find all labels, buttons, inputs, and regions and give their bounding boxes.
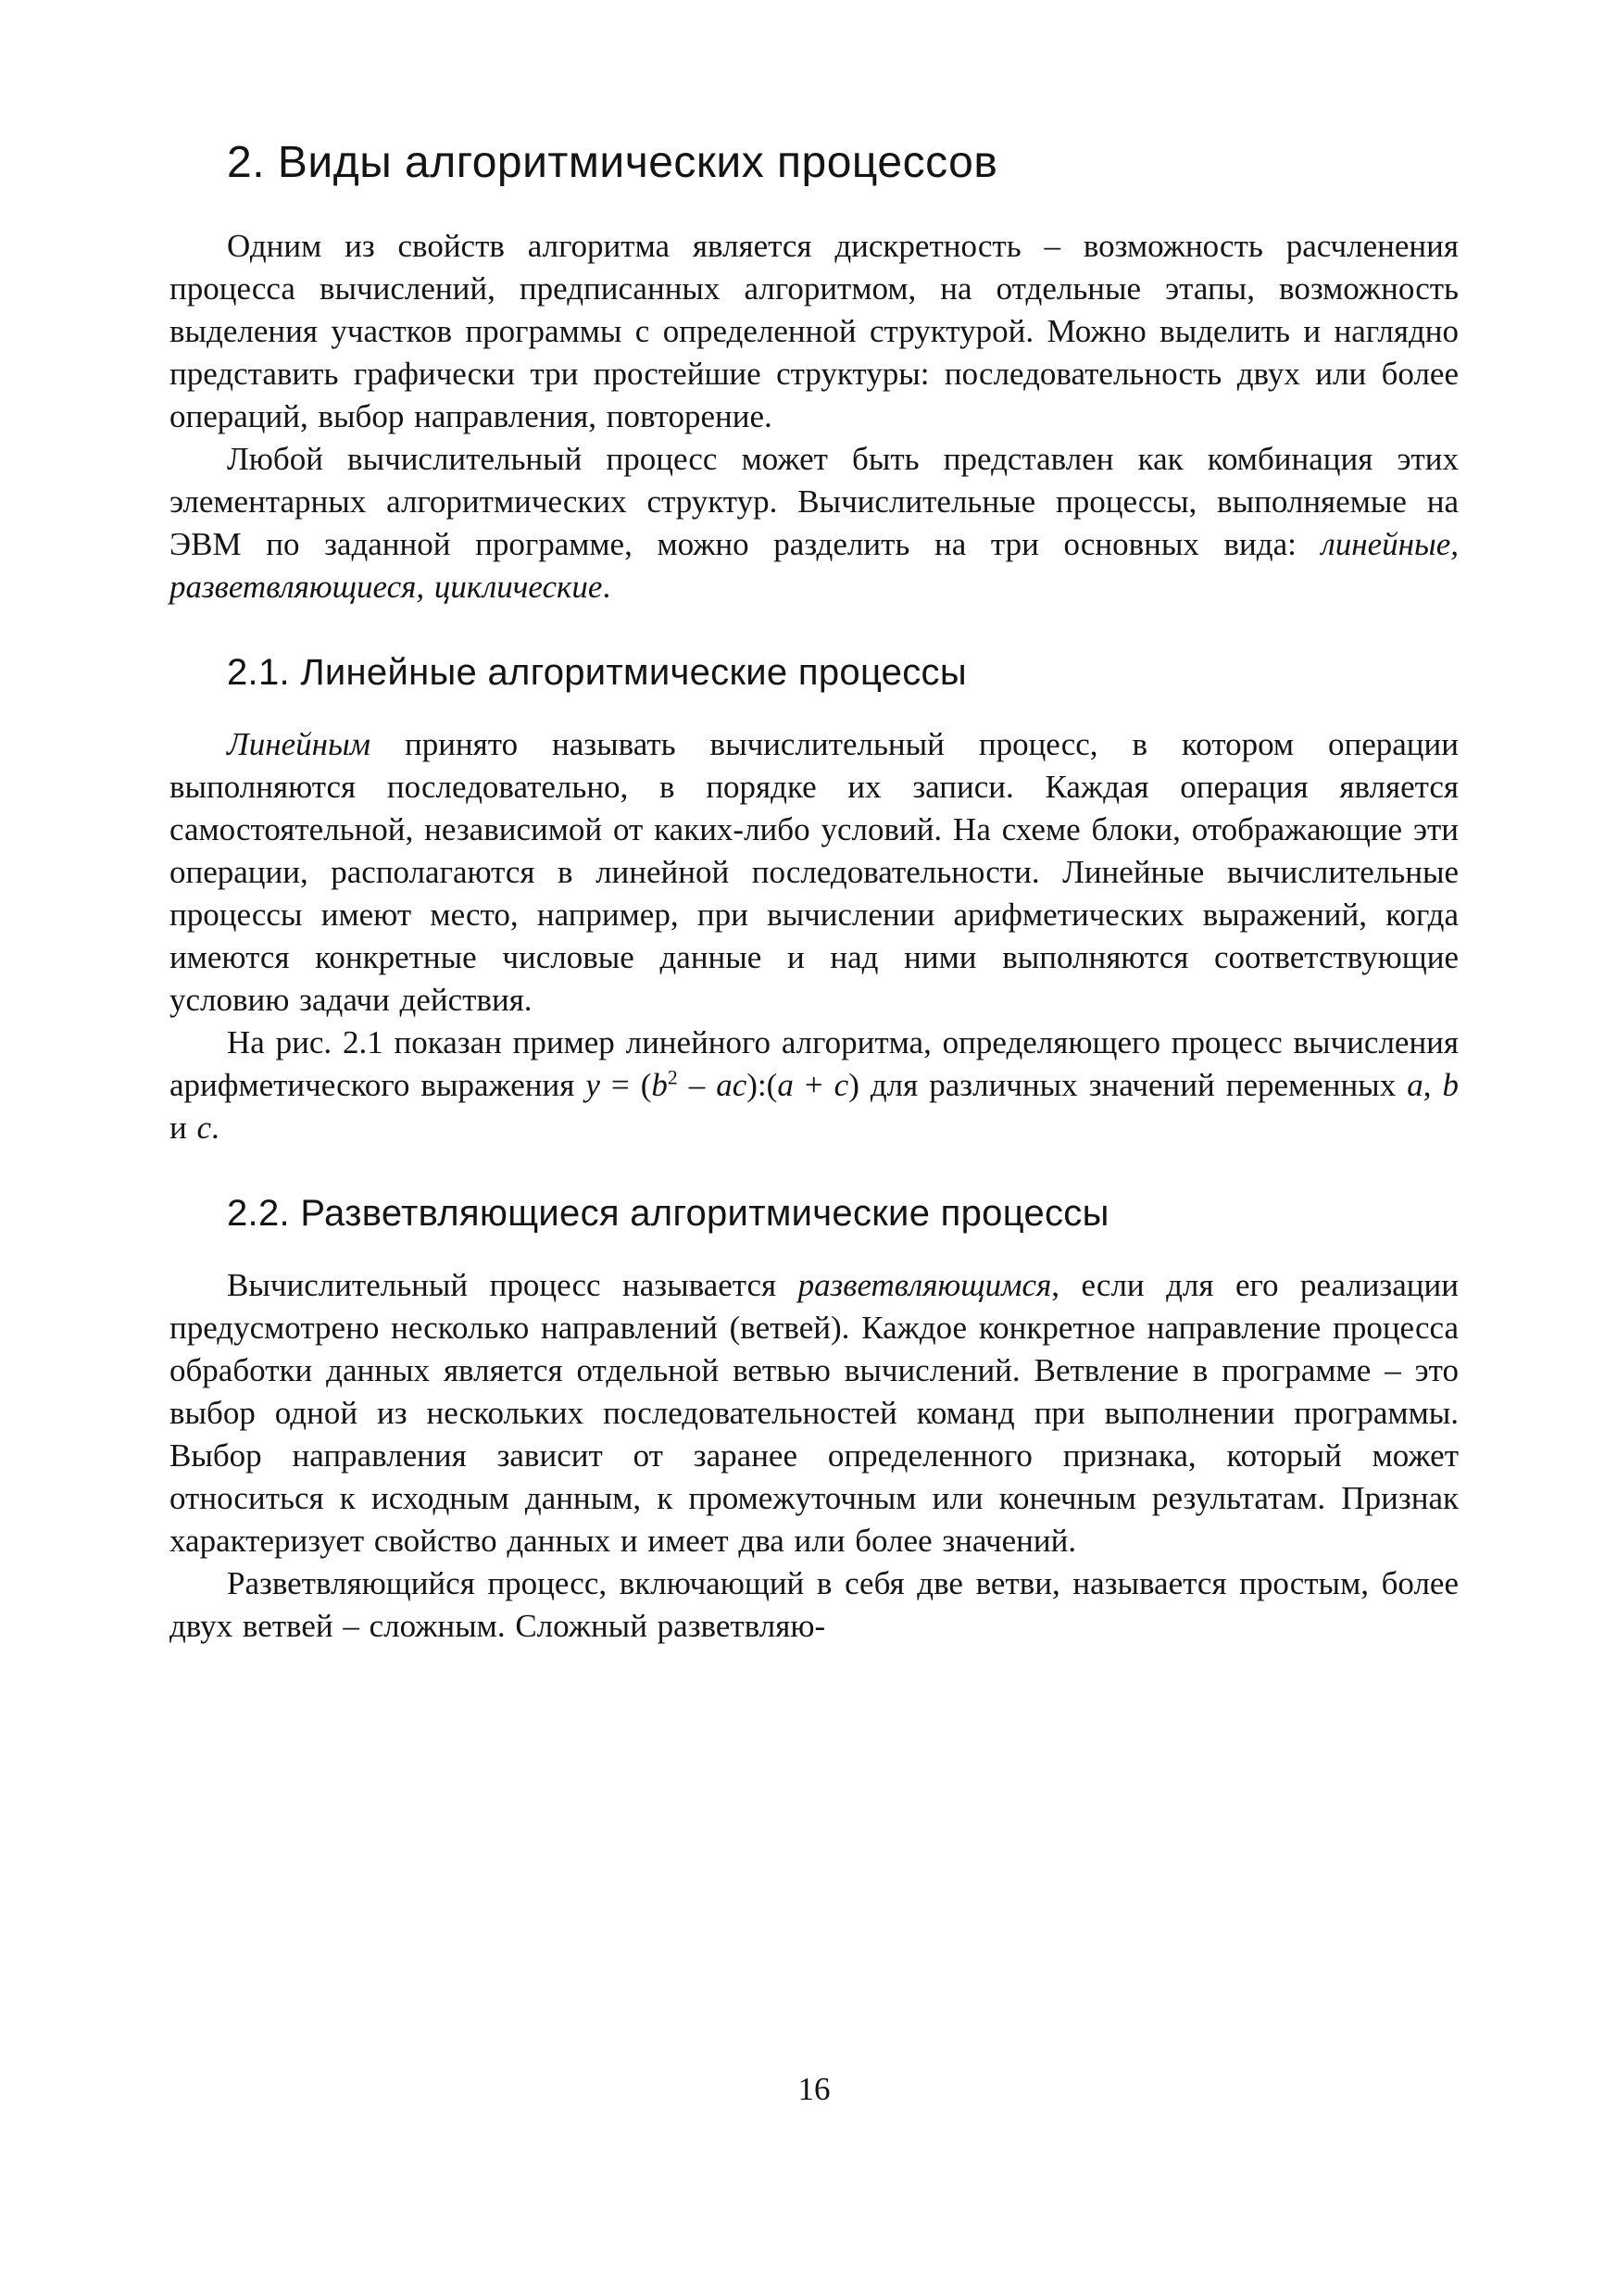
document-content	[169, 137, 1459, 1648]
page-number: 16	[797, 2071, 831, 2107]
paragraph: Линейным принято называть вычислительный процесс, в котором операции выполняются последовательно, в порядке их записи. Каждая операция является самостоятельной, независимой от каких-либо условий. На схеме блоки, отображающие эти операции, располагаются в линейной последовательности. Линейные вычислительные процессы имеют место, например, при вычислении арифметических выражений, когда имеются конкретные числовые данные и над ними выполняются соответствующие условию задачи действия.	[169, 726, 1459, 1019]
section-heading: 2.2. Разветвляющиеся алгоритмические процессы	[227, 1193, 1109, 1235]
section-heading: 2.1. Линейные алгоритмические процессы	[227, 652, 967, 694]
paragraph: Вычислительный процесс называется разветвляющимся, если для его реализации предусмотрено несколько направлений (ветвей). Каждое конкретное направление процесса обработки данных является отдельной ветвью вычислений. Ветвление в программе – это выбор одной из нескольких последовательностей команд при выполнении программы. Выбор направления зависит от заранее определенного признака, который может относиться к исходным данным, к промежуточным или конечным результатам. Признак характеризует свойство данных и имеет два или более значений.	[169, 1267, 1459, 1560]
paragraph: Одним из свойств алгоритма является дискретность – возможность расчленения процесса вычислений, предписанных алгоритмом, на отдельные этапы, возможность выделения участков программы с определенной структурой. Можно выделить и наглядно представить графически три простейшие структуры: последовательность двух или более операций, выбор направления, повторение.	[169, 228, 1459, 435]
paragraph: Любой вычислительный процесс может быть представлен как комбинация этих элементарных алгоритмических структур. Вычислительные процессы, выполняемые на ЭВМ по заданной программе, можно разделить на три основных вида: линейные, разветвляющиеся, циклические.	[169, 441, 1459, 606]
page-title: 2. Виды алгоритмических процессов	[227, 138, 998, 187]
document-body	[169, 225, 1459, 1648]
paragraph: На рис. 2.1 показан пример линейного алгоритма, определяющего процесс вычисления арифметического выражения $y = (b^2$ – ac):(a + c) для различных значений переменных a, b и c.	[169, 1024, 1459, 1147]
paragraph: Разветвляющийся процесс, включающий в себя две ветви, называется простым, более двух ветвей – сложным. Сложный разветвляю-	[169, 1565, 1459, 1645]
